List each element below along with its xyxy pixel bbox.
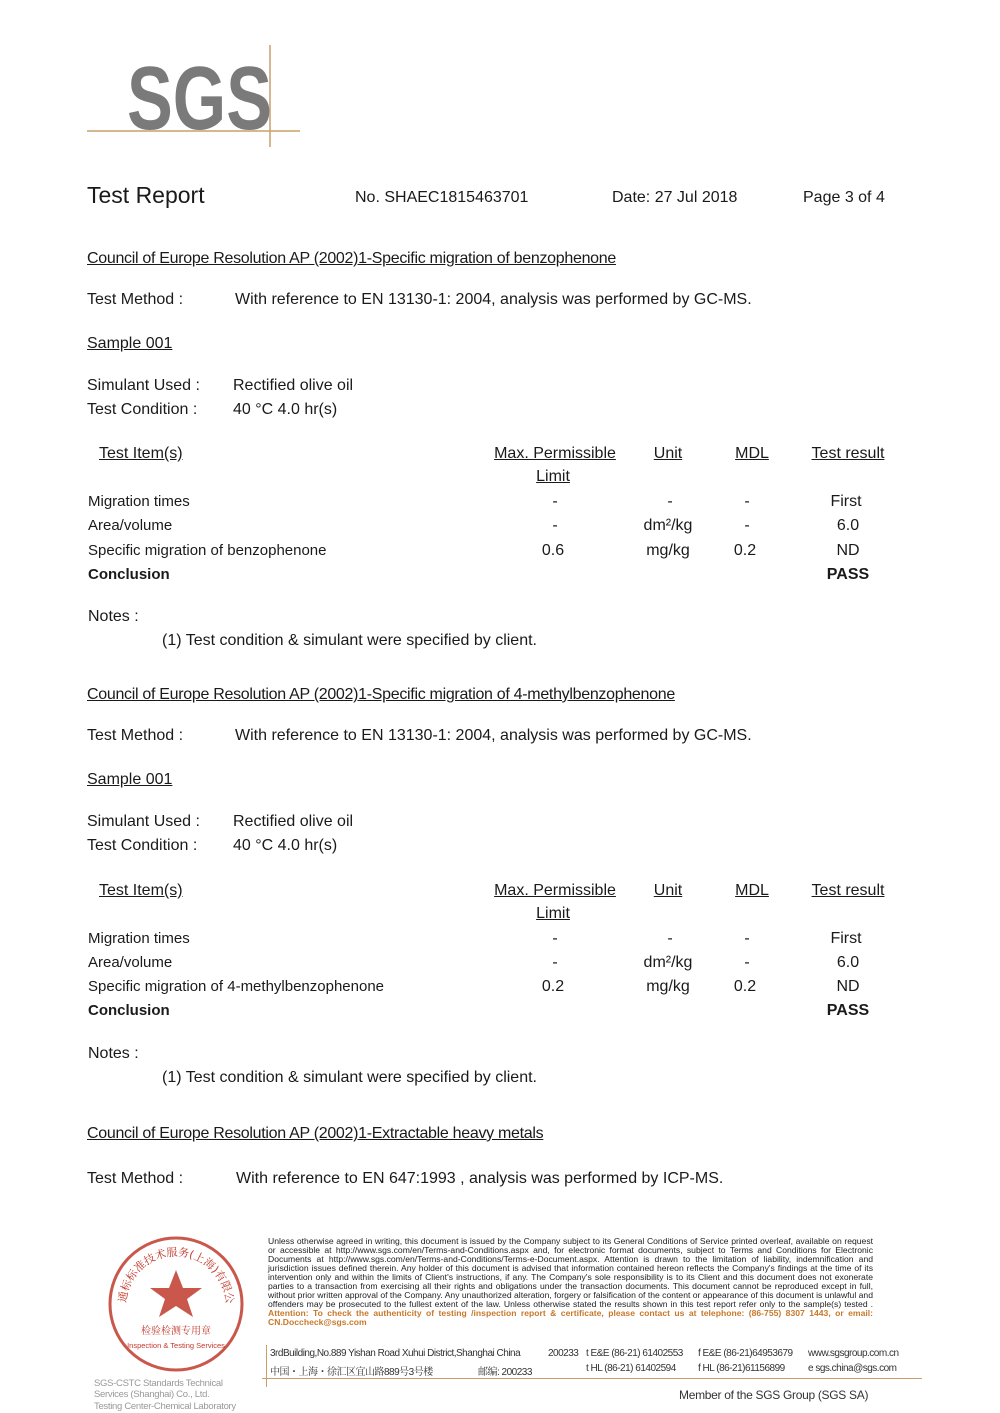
cell-item: Specific migration of benzophenone [88,542,327,559]
col-header-mdl: MDL [735,882,769,899]
disclaimer-text: Unless otherwise agreed in writing, this document is issued by the Company subject to its General Conditions of Service printed overleaf, available on request or accessible at http://www.sgs.com/en/Terms-and-Conditions.aspx and, for electronic format documents, subject to Terms and Conditions for Electronic Documents at http://www.sgs.com/en/Terms-and-Conditions/Terms-e-Document.aspx. Attention is drawn to the limitation of liability, indemnification and jurisdiction issues defined therein. Any holder of this document is advised that information contained hereon reflects the Company's findings at the time of its intervention only and within the limits of Client's instructions, if any. The Company's sole responsibility is to its Client and this document does not exonerate parties to a transaction from exercising all their rights and obligations under the transaction documents. This document cannot be reproduced except in full, without prior written approval of the Company. Any unauthorized alteration, forgery or falsification of the content or appearance of this document is unlawful and offenders may be prosecuted to the fullest extent of the law. Unless otherwise stated the results shown in this test report refer only to the sample(s) tested . [268,1236,873,1309]
test-method-value: With reference to EN 13130-1: 2004, analysis was performed by GC-MS. [235,291,752,308]
postcode-en: 200233 [548,1348,579,1359]
website-link[interactable]: www.sgsgroup.com.cn [808,1348,899,1359]
cell-mdl: - [744,954,750,971]
stamp-label-en: Inspection & Testing Services [127,1341,225,1350]
cell-limit: - [552,517,558,534]
conclusion-label: Conclusion [88,566,170,583]
company-name: SGS-CSTC Standards Technical Services (Shanghai) Co., Ltd. [94,1378,223,1400]
cell-result: 6.0 [836,954,860,971]
col-header-result: Test result [811,882,885,899]
sample-heading: Sample 001 [87,771,173,788]
cell-unit: - [667,930,673,947]
report-title: Test Report [87,182,205,208]
cell-mdl: - [744,517,750,534]
page-number: Page 3 of 4 [803,189,885,206]
cell-unit: - [667,493,673,510]
footer-divider-vertical [266,1345,267,1387]
cell-item: Migration times [88,930,190,947]
cell-item: Migration times [88,493,190,510]
tel-hl: t HL (86-21) 61402594 [586,1363,676,1374]
cell-item: Area/volume [88,517,173,534]
postcode-cn: 邮编: 200233 [478,1367,532,1378]
stamp-label: 检验检测专用章 [141,1326,211,1337]
col-header-unit: Unit [653,882,683,899]
report-date: Date: 27 Jul 2018 [612,189,738,206]
company-lab: Testing Center-Chemical Laboratory [94,1401,236,1412]
notes-label: Notes : [88,608,139,625]
cell-limit: - [552,930,558,947]
email-link[interactable]: e sgs.china@sgs.com [808,1363,897,1374]
cell-result: First [830,930,862,947]
col-header-limit: Max. Permissible [494,445,616,462]
conclusion-label: Conclusion [88,1002,170,1019]
cell-unit: dm²/kg [643,954,693,971]
col-header-result: Test result [811,445,885,462]
note-text: (1) Test condition & simulant were specified by client. [162,1069,537,1086]
cell-unit: mg/kg [646,978,690,995]
col-header-limit: Max. Permissible [494,882,616,899]
cell-result: 6.0 [836,517,860,534]
condition-label: Test Condition : [87,837,198,854]
condition-label: Test Condition : [87,401,198,418]
attention-text: Attention: To check the authenticity of testing /inspection report & certificate, please contact us at telephone: (86-755) 8307 1443, or email: CN.Doccheck@sgs.com [268,1308,873,1327]
cell-result: ND [836,542,860,559]
svg-text:SGS: SGS [127,49,272,147]
notes-label: Notes : [88,1045,139,1062]
condition-value: 40 °C 4.0 hr(s) [233,837,338,854]
cell-limit: 0.6 [541,542,565,559]
test-method-value: With reference to EN 13130-1: 2004, analysis was performed by GC-MS. [235,727,752,744]
cell-mdl: 0.2 [733,542,757,559]
section-title: Council of Europe Resolution AP (2002)1-Extractable heavy metals [87,1125,544,1142]
cell-result: First [830,493,862,510]
member-text: Member of the SGS Group (SGS SA) [679,1388,869,1402]
simulant-value: Rectified olive oil [233,377,354,394]
condition-value: 40 °C 4.0 hr(s) [233,401,338,418]
cell-mdl: - [744,493,750,510]
footer-divider [262,1378,922,1379]
stamp-text: 通标标准技术服务(上海)有限公 [115,1245,237,1305]
col-header-item: Test Item(s) [99,882,183,899]
note-text: (1) Test condition & simulant were specified by client. [162,632,537,649]
cell-mdl: - [744,930,750,947]
cell-unit: dm²/kg [643,517,693,534]
simulant-label: Simulant Used : [87,377,200,394]
cell-item: Area/volume [88,954,173,971]
conclusion-value: PASS [826,566,870,583]
test-method-label: Test Method : [87,727,184,744]
sgs-logo [87,45,300,147]
test-method-value: With reference to EN 647:1993 , analysis was performed by ICP-MS. [236,1170,724,1187]
cell-unit: mg/kg [646,542,690,559]
conclusion-value: PASS [826,1002,870,1019]
test-method-label: Test Method : [87,1170,184,1187]
section-title: Council of Europe Resolution AP (2002)1-Specific migration of 4-methylbenzophenone [87,686,675,703]
fax-ee: f E&E (86-21)64953679 [698,1348,793,1359]
address-en: 3rdBuilding,No.889 Yishan Road Xuhui District,Shanghai China [270,1348,521,1359]
test-method-label: Test Method : [87,291,184,308]
col-header-item: Test Item(s) [99,445,183,462]
col-header-mdl: MDL [735,445,769,462]
cell-mdl: 0.2 [733,978,757,995]
col-header-unit: Unit [653,445,683,462]
cell-result: ND [836,978,860,995]
cell-limit: - [552,954,558,971]
col-header-limit-2: Limit [536,468,570,485]
cell-item: Specific migration of 4-methylbenzophenone [88,978,385,995]
report-number: No. SHAEC1815463701 [355,189,529,206]
section-title: Council of Europe Resolution AP (2002)1-Specific migration of benzophenone [87,250,616,267]
company-stamp [106,1234,246,1374]
tel-ee: t E&E (86-21) 61402553 [586,1348,683,1359]
cell-limit: - [552,493,558,510]
simulant-value: Rectified olive oil [233,813,354,830]
simulant-label: Simulant Used : [87,813,200,830]
cell-limit: 0.2 [541,978,565,995]
address-cn: 中国・上海・徐汇区宜山路889号3号楼 [270,1367,433,1378]
col-header-limit-2: Limit [536,905,570,922]
fax-hl: f HL (86-21)61156899 [698,1363,785,1374]
sample-heading: Sample 001 [87,335,173,352]
footer-disclaimer [268,1237,873,1327]
